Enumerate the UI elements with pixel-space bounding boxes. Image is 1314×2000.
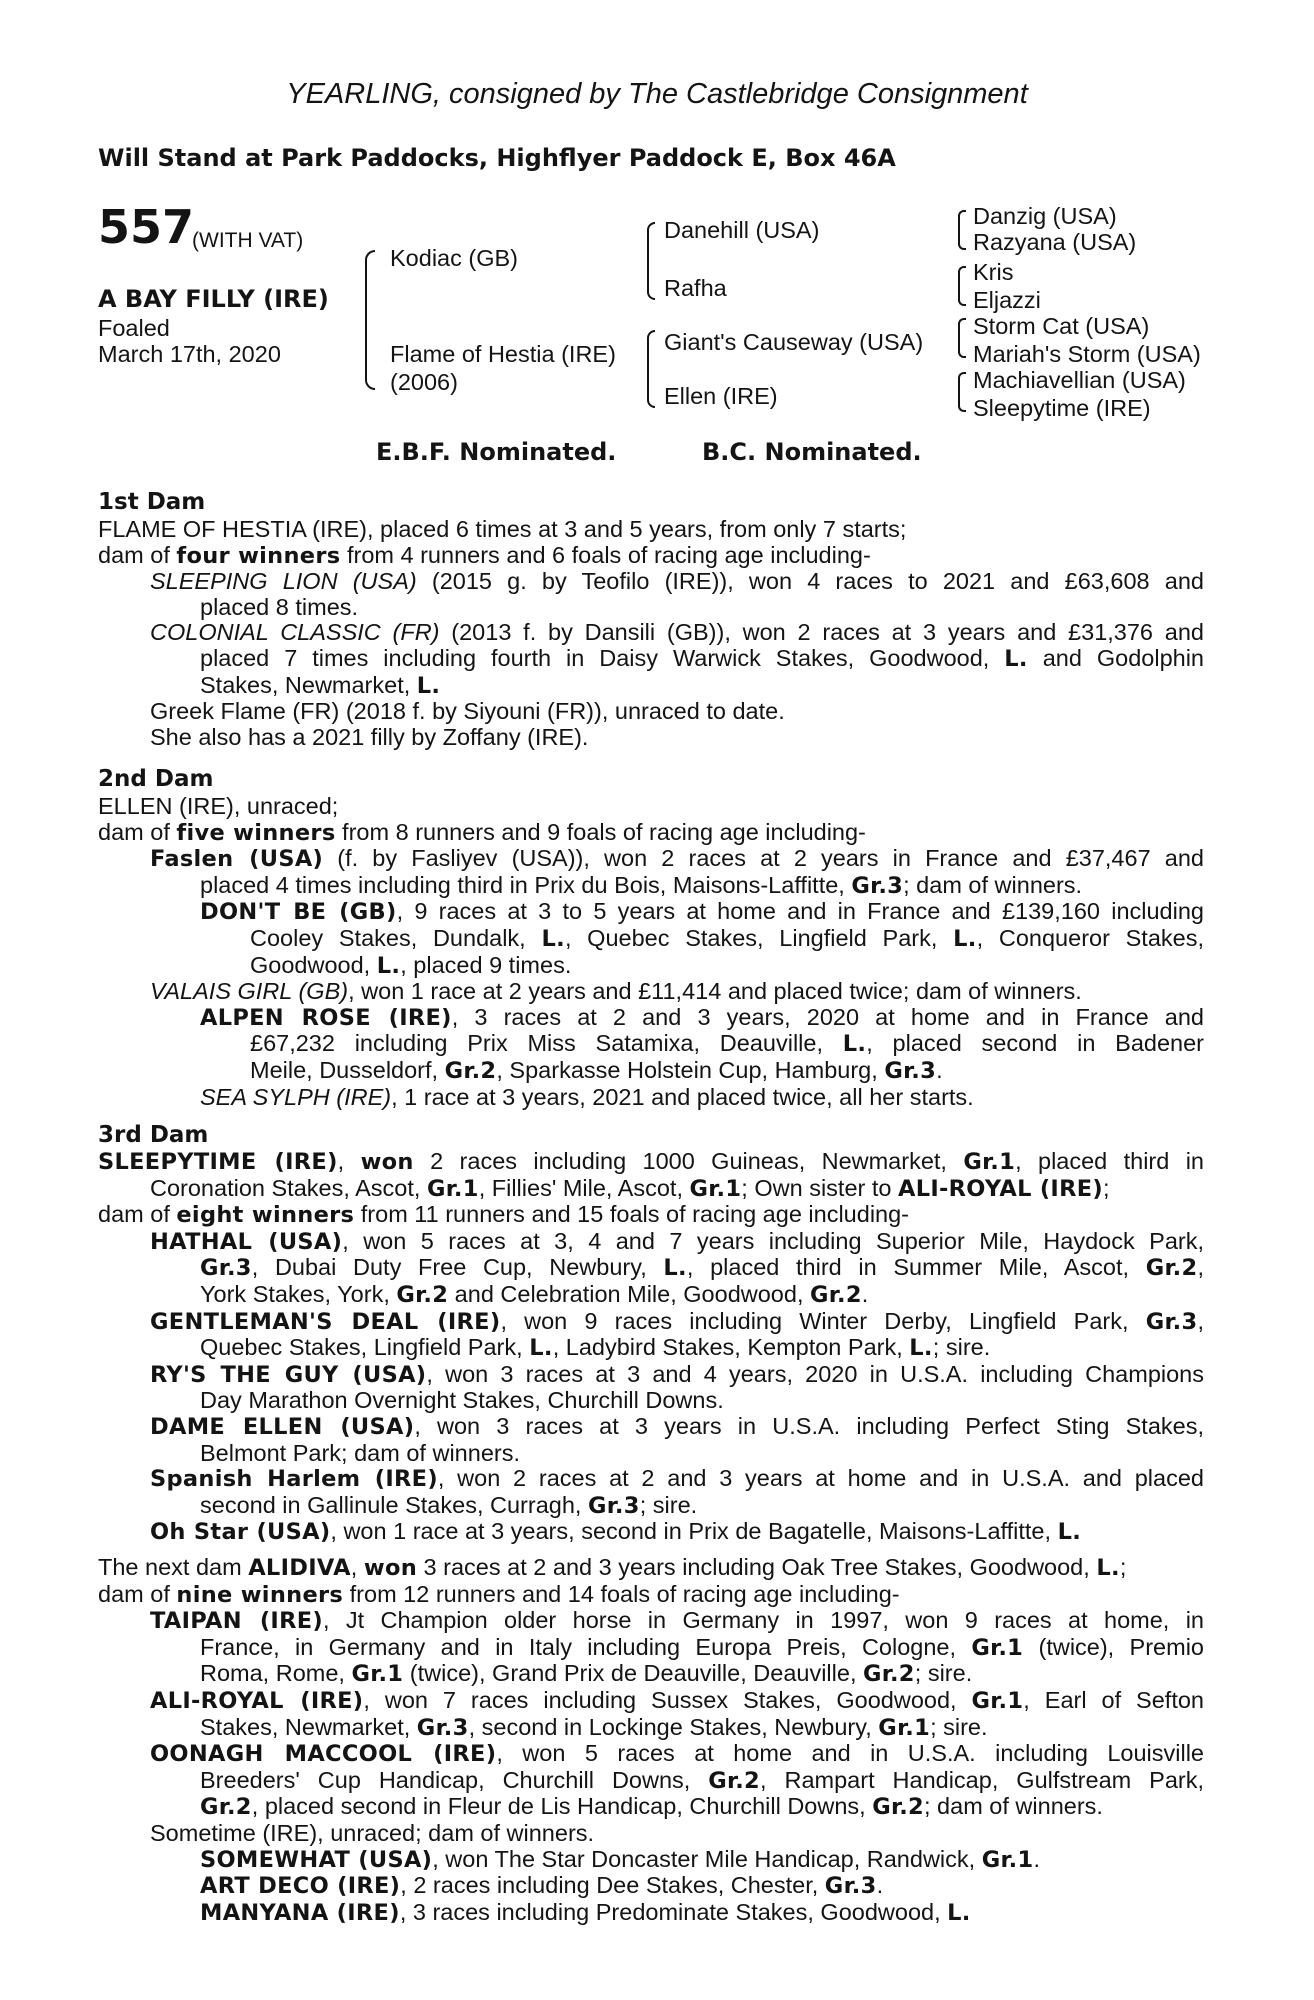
third-dam-line (0, 1149, 1204, 1176)
first-dam-line (0, 699, 1314, 725)
bold-text: Gr.3 (1145, 1308, 1198, 1335)
text-segment: , won 9 races including Winter Derby, Lingfield Park, (500, 1307, 1146, 1334)
bold-text: Gr.1 (971, 1687, 1024, 1714)
text-segment: , won The Star Doncaster Mile Handicap, Randwick, (432, 1845, 982, 1872)
third-dam (0, 1149, 1314, 1546)
bold-text: four winners (176, 542, 341, 569)
bold-text: L. (947, 1899, 971, 1926)
text-segment: , placed second in Fleur de Lis Handicap, Churchill Downs, (251, 1793, 873, 1820)
text-segment: ; sire. (639, 1491, 698, 1518)
bold-text: RY'S THE GUY (USA) (150, 1361, 427, 1388)
first-dam-line (0, 543, 1314, 570)
text-segment: , won 5 races at 3, 4 and 7 years including Superior Mile, Haydock Park, (342, 1227, 1204, 1254)
pedigree-brace-dam (647, 330, 655, 408)
pedigree-sire: Kodiac (GB) (390, 245, 518, 271)
third-dam-line (0, 1202, 1314, 1229)
text-segment: FLAME OF HESTIA (IRE), placed 6 times at 3 and 5 years, from only 7 starts; (98, 516, 907, 542)
text-segment: , Quebec Stakes, Lingfield Park, (564, 924, 954, 951)
bold-text: Gr.3 (416, 1714, 469, 1741)
bold-text: GENTLEMAN'S DEAL (IRE) (150, 1308, 501, 1335)
next-dam-line (0, 1661, 1314, 1688)
text-segment: second in Gallinule Stakes, Curragh, (200, 1491, 588, 1518)
third-dam-line (0, 1519, 1314, 1546)
next-dam-line (0, 1847, 1314, 1874)
text-segment: , 2 races including Dee Stakes, Chester, (400, 1872, 825, 1899)
bold-text: ALIDIVA (248, 1555, 351, 1581)
second-dam-line (0, 926, 1204, 953)
third-dam-heading-line (0, 1123, 1314, 1149)
first-dam-line (0, 620, 1204, 646)
text-segment: , Rampart Handicap, Gulfstream Park, (760, 1766, 1204, 1793)
pedigree-dam: Flame of Hestia (IRE) (390, 341, 616, 367)
text-segment: (2015 g. by Teofilo (IRE)), won 4 races to 2021 and £63,608 and (416, 568, 1204, 595)
text-segment: and Godolphin (1027, 644, 1204, 671)
pedigree-ssd: Razyana (USA) (973, 229, 1137, 255)
text-segment: , won 2 races at 2 and 3 years at home and in U.S.A. and placed (437, 1465, 1204, 1492)
text-segment: , Jt Champion older horse in Germany in 1997, won 9 races at home, in (322, 1607, 1204, 1634)
catalogue-header: YEARLING, consigned by The Castlebridge Consignment (286, 78, 1028, 110)
text-segment: ; dam of winners. (903, 871, 1083, 898)
text-segment: , 3 races including Predominate Stakes, Goodwood, (399, 1898, 948, 1925)
bold-text: Gr.2 (444, 1057, 497, 1084)
pedigree-dds: Machiavellian (USA) (973, 367, 1186, 393)
bold-text: won (360, 1149, 414, 1175)
first-dam-line (0, 595, 1314, 621)
third-dam-line (0, 1176, 1314, 1203)
text-segment: , won 3 races at 3 and 4 years, 2020 in U.S.A. including Champions (426, 1360, 1205, 1387)
text-segment: Meile, Dusseldorf, (250, 1056, 445, 1083)
pedigree-dam-sire: Giant's Causeway (USA) (664, 329, 924, 355)
text-segment: . (876, 1872, 884, 1899)
bold-text: Gr.1 (426, 1175, 479, 1202)
bold-text: Gr.2 (863, 1661, 915, 1688)
text-segment: 2nd Dam (98, 766, 214, 792)
bold-text: five winners (176, 819, 336, 846)
first-dam-line (0, 569, 1204, 595)
text-segment: , (1197, 1254, 1204, 1281)
bold-text: SOMEWHAT (USA) (200, 1846, 433, 1873)
text-segment: Goodwood, (250, 951, 377, 978)
bold-text: ALPEN ROSE (IRE) (200, 1004, 452, 1031)
text-segment: , placed third in (1015, 1148, 1204, 1174)
next-dam-line (0, 1635, 1204, 1662)
text-segment: ELLEN (IRE), unraced; (98, 793, 339, 819)
text-segment: dam of (98, 541, 177, 568)
bold-text: Gr.2 (396, 1281, 449, 1308)
bold-text: Gr.1 (689, 1175, 742, 1202)
text-segment: from 11 runners and 15 foals of racing age including- (354, 1201, 910, 1228)
text-segment: (f. by Fasliyev (USA)), won 2 races at 2 years in France and £37,467 and (323, 845, 1204, 872)
bold-text: L. (376, 952, 401, 979)
text-segment: Greek Flame (FR) (2018 f. by Siyouni (FR)), unraced to date. (150, 698, 785, 725)
bold-text: L. (953, 925, 977, 952)
bold-text: Gr.3 (200, 1255, 252, 1282)
third-dam-line (0, 1335, 1314, 1362)
bold-text: HATHAL (USA) (150, 1228, 343, 1255)
third-dam-line (0, 1255, 1204, 1282)
text-segment: (2013 f. by Dansili (GB)), won 2 races at 3 years and £31,376 and (439, 619, 1204, 646)
second-dam-line (0, 873, 1314, 900)
text-segment: ; sire. (914, 1660, 973, 1687)
third-dam-line (0, 1441, 1314, 1467)
bold-text: ALI-ROYAL (IRE) (150, 1687, 364, 1714)
pedigree-brace-ss (958, 210, 966, 250)
text-segment: , (350, 1554, 364, 1580)
italic-text: COLONIAL CLASSIC (FR) (150, 619, 440, 646)
second-dam-line (0, 953, 1314, 980)
text-segment: . (936, 1056, 943, 1083)
bold-text: Gr.2 (1145, 1255, 1198, 1282)
text-segment: 3 races at 2 and 3 years including Oak Tree Stakes, Goodwood, (417, 1554, 1097, 1580)
bold-text: Gr.1 (981, 1846, 1034, 1873)
pedigree-dsd: Mariah's Storm (USA) (973, 341, 1201, 367)
bold-text: Gr.2 (810, 1281, 862, 1308)
second-dam (0, 794, 1314, 1110)
bold-text: SLEEPYTIME (IRE) (98, 1149, 338, 1175)
first-dam-line (0, 517, 1314, 543)
text-segment: , second in Lockinge Stakes, Newbury, (468, 1713, 879, 1740)
text-segment: . (1033, 1845, 1040, 1872)
second-dam-line (0, 899, 1204, 926)
next-dam-line (0, 1715, 1314, 1742)
bold-text: L. (529, 1335, 553, 1362)
third-dam-line (0, 1466, 1204, 1493)
first-dam-line (0, 646, 1204, 673)
text-segment: , won 5 races at home and in U.S.A. including Louisville (496, 1740, 1204, 1767)
next-dam-line (0, 1821, 1314, 1847)
text-segment: Cooley Stakes, Dundalk, (250, 924, 542, 951)
text-segment: dam of (98, 818, 177, 845)
text-segment: , (1197, 1307, 1204, 1334)
second-dam-heading-line (0, 767, 1314, 793)
text-segment: Roma, Rome, (200, 1660, 352, 1687)
pedigree-ddd: Sleepytime (IRE) (973, 395, 1151, 421)
bold-text: Faslen (USA) (150, 846, 324, 873)
text-segment: ; (1119, 1554, 1127, 1580)
first-dam-heading-line (0, 490, 1314, 516)
text-segment: £67,232 including Prix Miss Satamixa, Deauville, (250, 1030, 843, 1057)
text-segment: , Conqueror Stakes, (976, 924, 1205, 951)
bold-text: ART DECO (IRE) (200, 1873, 401, 1900)
text-segment: Day Marathon Overnight Stakes, Churchill Downs. (200, 1387, 724, 1414)
text-segment: , 3 races at 2 and 3 years, 2020 at home and in France and (451, 1003, 1204, 1030)
second-dam-line (0, 1058, 1314, 1085)
next-dam-line (0, 1688, 1204, 1715)
text-segment: Belmont Park; dam of winners. (200, 1439, 520, 1466)
bold-text: DAME ELLEN (USA) (150, 1413, 415, 1440)
bold-text: Gr.3 (884, 1057, 937, 1084)
first-dam-line (0, 725, 1314, 751)
bold-text: nine winners (176, 1581, 344, 1608)
bold-text: Oh Star (USA) (150, 1519, 331, 1546)
text-segment: Breeders' Cup Handicap, Churchill Downs, (200, 1766, 709, 1793)
pedigree-brace-sd (958, 266, 966, 306)
bold-text: L. (541, 925, 565, 952)
bold-text: Gr.1 (351, 1661, 404, 1688)
bold-text: Gr.2 (872, 1794, 924, 1821)
text-segment: Stakes, Newmarket, (200, 671, 417, 698)
bold-text: won (363, 1555, 418, 1581)
text-segment: , (337, 1148, 361, 1174)
text-segment: , placed 9 times. (400, 951, 572, 978)
pedigree-brace-sire (647, 222, 655, 300)
text-segment: . (861, 1280, 869, 1307)
pedigree-dam-year: (2006) (390, 369, 458, 395)
text-segment: ; dam of winners. (924, 1793, 1103, 1820)
text-segment: from 8 runners and 9 foals of racing age including- (335, 818, 866, 845)
next-dam-line (0, 1873, 1314, 1900)
text-segment: , placed third in Summer Mile, Ascot, (686, 1254, 1146, 1281)
bold-text: L. (1004, 645, 1028, 672)
text-segment: France, in Germany and in Italy including Europa Preis, Cologne, (200, 1633, 972, 1660)
second-dam-heading (0, 767, 1314, 793)
bold-text: MANYANA (IRE) (200, 1899, 400, 1926)
text-segment: , Ladybird Stakes, Kempton Park, (552, 1334, 910, 1361)
text-segment: Coronation Stakes, Ascot, (150, 1174, 427, 1201)
text-segment: dam of (98, 1580, 177, 1607)
third-dam-heading (0, 1123, 1314, 1149)
text-segment: ; sire. (932, 1334, 991, 1361)
bold-text: TAIPAN (IRE) (150, 1608, 323, 1635)
text-segment: ; (1102, 1174, 1110, 1201)
bold-text: Gr.3 (587, 1492, 640, 1519)
text-segment: placed 7 times including fourth in Daisy Warwick Stakes, Goodwood, (200, 644, 1005, 671)
second-dam-line (0, 846, 1204, 873)
text-segment: Stakes, Newmarket, (200, 1713, 417, 1740)
second-dam-line (0, 979, 1314, 1005)
text-segment: , Dubai Duty Free Cup, Newbury, (251, 1254, 664, 1281)
text-segment: , Earl of Sefton (1023, 1686, 1204, 1713)
bold-text: OONAGH MACCOOL (IRE) (150, 1741, 497, 1768)
text-segment: (twice), Grand Prix de Deauville, Deauville, (403, 1660, 863, 1687)
pedigree-dam-dam: Ellen (IRE) (664, 383, 778, 409)
bold-text: L. (1057, 1519, 1082, 1546)
next-dam-line (0, 1608, 1204, 1635)
second-dam-line (0, 1085, 1314, 1111)
lot-number: 557 (98, 200, 195, 254)
bold-text: DON'T BE (GB) (200, 899, 397, 926)
text-segment: , won 1 race at 2 years and £11,414 and placed twice; dam of winners. (348, 978, 1082, 1005)
first-dam-heading (0, 490, 1314, 516)
next-dam-line (0, 1768, 1204, 1795)
text-segment: , won 1 race at 3 years, second in Prix de Bagatelle, Maisons-Laffitte, (330, 1518, 1058, 1545)
next-dam-line (0, 1794, 1314, 1821)
text-segment: and Celebration Mile, Goodwood, (448, 1280, 811, 1307)
text-segment: , placed second in Badener (866, 1030, 1205, 1057)
bold-text: Gr.2 (708, 1767, 761, 1794)
next-dam-line (0, 1900, 1314, 1927)
pedigree-sds: Kris (973, 259, 1014, 285)
second-dam-line (0, 1005, 1204, 1032)
bold-text: L. (1096, 1555, 1120, 1581)
text-segment: , 1 race at 3 years, 2021 and placed twice, all her starts. (391, 1083, 974, 1110)
bold-text: ALI-ROYAL (IRE) (898, 1175, 1103, 1202)
foaled-label: Foaled (98, 315, 170, 341)
text-segment: (twice), Premio (1023, 1633, 1204, 1660)
first-dam (0, 517, 1314, 750)
third-dam-line (0, 1493, 1314, 1520)
italic-text: SEA SYLPH (IRE) (200, 1083, 392, 1110)
next-dam-line (0, 1582, 1314, 1609)
text-segment: 3rd Dam (98, 1122, 209, 1148)
third-dam-line (0, 1282, 1314, 1309)
text-segment: The next dam (98, 1554, 249, 1580)
text-segment: Sometime (IRE), unraced; dam of winners. (150, 1819, 595, 1846)
text-segment: , 9 races at 3 to 5 years at home and in France and £139,160 including (396, 898, 1204, 925)
next-dam (0, 1555, 1314, 1926)
bold-text: Gr.1 (963, 1149, 1016, 1175)
text-segment: dam of (98, 1201, 177, 1228)
pedigree-brace-ds (958, 318, 966, 358)
pedigree-dss: Storm Cat (USA) (973, 313, 1150, 339)
vat-note: (WITH VAT) (192, 229, 304, 252)
text-segment: York Stakes, York, (200, 1280, 397, 1307)
second-dam-line (0, 794, 1314, 820)
text-segment: 1st Dam (98, 489, 206, 515)
stand-location: Will Stand at Park Paddocks, Highflyer Paddock E, Box 46A (98, 144, 896, 172)
pedigree-sire-dam: Rafha (664, 275, 727, 301)
bc-nomination: B.C. Nominated. (702, 438, 922, 466)
bold-text: Spanish Harlem (IRE) (150, 1466, 438, 1493)
pedigree-brace-main (365, 250, 375, 390)
bold-text: L. (909, 1335, 933, 1362)
pedigree-sss: Danzig (USA) (973, 203, 1117, 229)
text-segment: , won 7 races including Sussex Stakes, Goodwood, (363, 1686, 972, 1713)
text-segment: Quebec Stakes, Lingfield Park, (200, 1334, 530, 1361)
text-segment: She also has a 2021 filly by Zoffany (IRE). (150, 723, 589, 750)
third-dam-line (0, 1414, 1204, 1441)
next-dam-line (0, 1741, 1204, 1768)
bold-text: L. (842, 1031, 867, 1058)
bold-text: eight winners (176, 1202, 355, 1229)
first-dam-line (0, 673, 1314, 700)
text-segment: placed 4 times including third in Prix du Bois, Maisons-Laffitte, (200, 871, 852, 898)
bold-text: Gr.1 (971, 1634, 1024, 1661)
text-segment: , Fillies' Mile, Ascot, (478, 1174, 690, 1201)
bold-text: Gr.2 (200, 1794, 252, 1821)
text-segment: from 4 runners and 6 foals of racing age including- (340, 541, 871, 568)
second-dam-line (0, 820, 1314, 847)
ebf-nomination: E.B.F. Nominated. (376, 438, 617, 466)
pedigree-brace-dd (958, 372, 966, 412)
text-segment: , won 3 races at 3 years in U.S.A. including Perfect Sting Stakes, (414, 1412, 1204, 1439)
italic-text: SLEEPING LION (USA) (150, 568, 417, 595)
text-segment: , Sparkasse Holstein Cup, Hamburg, (496, 1056, 885, 1083)
third-dam-line (0, 1362, 1204, 1389)
bold-text: L. (416, 672, 441, 699)
bold-text: Gr.1 (878, 1714, 931, 1741)
second-dam-line (0, 1031, 1204, 1058)
next-dam-line (0, 1555, 1314, 1582)
foaled-date: March 17th, 2020 (98, 341, 281, 367)
bold-text: L. (663, 1255, 687, 1282)
bold-text: Gr.3 (851, 872, 904, 899)
third-dam-line (0, 1229, 1204, 1256)
bold-text: Gr.3 (824, 1873, 877, 1900)
third-dam-line (0, 1309, 1204, 1336)
pedigree-sdd: Eljazzi (973, 287, 1041, 313)
text-segment: ; Own sister to (741, 1174, 898, 1201)
third-dam-line (0, 1388, 1314, 1414)
italic-text: VALAIS GIRL (GB) (150, 978, 349, 1005)
text-segment: 2 races including 1000 Guineas, Newmarket, (413, 1148, 964, 1174)
text-segment: ; sire. (930, 1713, 988, 1740)
horse-name: A BAY FILLY (IRE) (98, 285, 329, 313)
text-segment: from 12 runners and 14 foals of racing age including- (343, 1580, 900, 1607)
pedigree-sire-sire: Danehill (USA) (664, 217, 820, 243)
text-segment: placed 8 times. (200, 593, 359, 620)
